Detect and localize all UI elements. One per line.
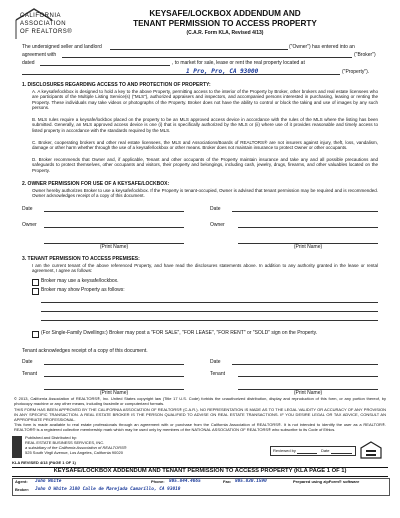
intro-l2a: agreement with xyxy=(22,52,57,58)
footer-code: KLA REVISED 4/13 (PAGE 1 OF 1) xyxy=(12,460,76,465)
prepared-note: Prepared using zipForm® software xyxy=(293,479,360,484)
section2-body: Owner hereby authorizes Broker to use a keysafe/lockbox. If the Property is tenant-occupied, Owner is advised that tenant permission may be required and is recommended. Owner acknowledges receipt of a copy of this document. xyxy=(32,188,378,199)
tenant2-label: Tenant xyxy=(210,371,226,377)
owner1-date-label: Date xyxy=(22,206,33,212)
show-terms-line2[interactable] xyxy=(41,311,378,312)
fax-value: 805.830.1590 xyxy=(235,479,267,484)
checkbox-show-property[interactable] xyxy=(32,288,39,295)
tenant1-print-label: (Print Name) xyxy=(99,390,129,396)
owner1-print-label: (Print Name) xyxy=(99,244,129,250)
title-line1: KEYSAFE/LOCKBOX ADDENDUM AND xyxy=(149,9,301,18)
tenant2-signature-line[interactable] xyxy=(238,376,378,377)
logo-line3: OF REALTORS® xyxy=(20,29,73,35)
title-line2: TENANT PERMISSION TO ACCESS PROPERTY xyxy=(133,18,317,28)
owner1-label: Owner xyxy=(22,222,37,228)
agent-label: Agent: xyxy=(15,479,28,484)
reviewed-label: Reviewed by xyxy=(273,447,296,453)
section1-d: D. Broker recommends that Owner and, if applicable, Tenant and other occupants of the Property maintain insurance and take any and all possible precautions and safeguards to protect themselves, other occupants and visitors, their property and belongings, including cash, jewelry, drugs, firearms, and other valuables located on the Property. xyxy=(32,157,378,173)
section3-body: I am the current tenant of the above referenced Property, and have read the disclosures statements above. In addition to any authority granted in the lease or rental agreement, I agree as follows: xyxy=(32,263,378,274)
checkbox-keysafe[interactable] xyxy=(32,279,39,286)
owner2-signature-line[interactable] xyxy=(238,227,378,228)
publisher-l2: REAL ESTATE BUSINESS SERVICES, INC. xyxy=(25,440,105,445)
tenant-ack: Tenant acknowledges receipt of a copy of this document. xyxy=(22,348,148,354)
section3-title: 3. TENANT PERMISSION TO ACCESS PREMISES: xyxy=(22,256,140,262)
intro-l1b: ("Owner") has entered into an xyxy=(289,44,355,50)
tenant2-date-label: Date xyxy=(210,359,221,365)
publisher-l4: 525 South Virgil Avenue, Los Angeles, California 90020 xyxy=(25,450,123,455)
logo-line2: ASSOCIATION xyxy=(20,21,67,27)
intro-l3a: dated xyxy=(22,60,35,66)
broker-label: Broker: xyxy=(15,487,30,492)
agent-name: John White xyxy=(35,479,62,484)
show-terms-line1[interactable] xyxy=(41,302,378,303)
car-logo xyxy=(10,6,92,40)
legal-approval: THIS FORM HAS BEEN APPROVED BY THE CALIFORNIA ASSOCIATION OF REALTORS® (C.A.R.). NO REPRESENTATION IS MADE AS TO THE LEGAL VALIDITY OR ACCURACY OF ANY PROVISION IN ANY SPECIFIC TRANSACTION. A REAL ESTATE BROKER IS THE PERSON QUALIFIED TO ADVISE ON REAL ESTATE TRANSACTIONS. IF YOU DESIRE LEGAL OR TAX ADVICE, CONSULT AN APPROPRIATE PROFESSIONAL. xyxy=(14,407,386,422)
tenant1-label: Tenant xyxy=(22,371,38,377)
legal-usage: This form is made available to real estate professionals through an agreement with or purchase from the California Association of REALTORS®. It is not intended to identify the user as a REALTOR®. REALTOR® is a registered collective membership mark which may be used only by members of the NATIONAL ASSOCIATION OF REALTORS® who subscribe to its Code of Ethics. xyxy=(14,422,386,432)
checkbox-sign[interactable] xyxy=(32,331,39,338)
phone-label: Phone: xyxy=(151,479,165,484)
intro-l4: ("Property"). xyxy=(342,69,370,75)
footer-title: KEYSAFE/LOCKBOX ADDENDUM AND TENANT PERMISSION TO ACCESS PROPERTY (KLA PAGE 1 OF 1) xyxy=(53,468,347,474)
property-address[interactable]: 1 Pro, Pro, CA 93000 xyxy=(186,68,259,75)
owner2-label: Owner xyxy=(210,222,225,228)
fax-label: Fax: xyxy=(223,479,232,484)
agent-broker-strip xyxy=(12,478,390,496)
intro-l2b: ("Broker") xyxy=(354,52,376,58)
logo-line1: CALIFORNIA xyxy=(20,13,62,19)
section1-c: C. Broker, cooperating brokers and other real estate licensees, the MLS and Associations/Boards of REALTORS® are not insurers against injury, theft, loss, vandalism, damage or other harm whether through the use of a keysafe/lockbox or other means. Broker does not maintain insurance to protect Owner or other occupants. xyxy=(32,140,378,151)
tenant2-date-line[interactable] xyxy=(232,364,378,365)
owner1-date-line[interactable] xyxy=(44,211,184,212)
form-code: (C.A.R. Form KLA, Revised 4/13) xyxy=(186,30,264,36)
show-terms-line3[interactable] xyxy=(41,320,378,321)
intro-l1a: The undersigned seller and landlord xyxy=(22,44,102,50)
equal-housing-icon xyxy=(360,441,382,459)
owner2-date-line[interactable] xyxy=(232,211,378,212)
phone-value: 805.844.4665 xyxy=(169,479,201,484)
broker-info: John O White 3180 Calle de Marejada Camarillo, CA 93010 xyxy=(35,487,181,492)
opt2-label: Broker may show Property as follows: xyxy=(41,287,125,293)
owner1-signature-line[interactable] xyxy=(44,227,184,228)
publisher-mark-icon xyxy=(12,436,22,458)
owner2-date-label: Date xyxy=(210,206,221,212)
publisher-l3: a subsidiary of the California Association of REALTORS® xyxy=(25,445,127,450)
legal-copyright: © 2013, California Association of REALTORS®, Inc. United States copyright law (Title 17 U.S. Code) forbids the unauthorized distribution, display and reproduction of this form, or any portion thereof, by photocopy machine or any other means, including facsimile or computerized formats. xyxy=(14,396,386,406)
tenant1-date-label: Date xyxy=(22,359,33,365)
opt3-label: (For Single-Family Dwellings:) Broker may post a "FOR SALE", "FOR LEASE", "FOR RENT" or "SOLD" sign on the Property. xyxy=(41,330,318,336)
intro-l3b: , to market for sale, lease or rent the real property located at xyxy=(172,60,305,66)
section1-b: B. MLS rules require a keysafe/lockbox placed on the property to be an MLS approved access device in accordance with the rules of the MLS where the listing has been submitted. Generally, an MLS approved access device is one (i) that is specifically authorized by the MLS or (ii) where use of it provides reasonable and timely access to listed property in accordance with the standards required by the MLS. xyxy=(32,117,378,133)
form-title xyxy=(90,9,360,28)
opt1-label: Broker may use a keysafe/lockbox. xyxy=(41,278,119,284)
publisher-l1: Published and Distributed by: xyxy=(25,435,78,440)
section2-title: 2. OWNER PERMISSION FOR USE OF A KEYSAFE/LOCKBOX: xyxy=(22,181,170,187)
tenant1-signature-line[interactable] xyxy=(44,376,184,377)
section1-title: 1. DISCLOSURES REGARDING ACCESS TO AND PROTECTION OF PROPERTY: xyxy=(22,82,211,88)
tenant1-date-line[interactable] xyxy=(44,364,184,365)
reviewed-box xyxy=(270,446,356,456)
owner2-print-label: (Print Name) xyxy=(293,244,323,250)
section1-a: A. A keysafe/lockbox is designed to hold a key to the above Property, permitting access to the interior of the Property by Broker, other brokers and real estate licensees who are participants of the Multiple Listing Service(s) ("MLS"), authorized appraisers and inspectors, and accompanied persons interested in purchasing, leasing or renting the Property. These individuals may take videos or photographs of the Property. Broker does not have the ability to control or block the taking and use of images by any such persons. xyxy=(32,89,378,111)
tenant2-print-label: (Print Name) xyxy=(293,390,323,396)
reviewed-date-label: Date xyxy=(321,447,330,453)
